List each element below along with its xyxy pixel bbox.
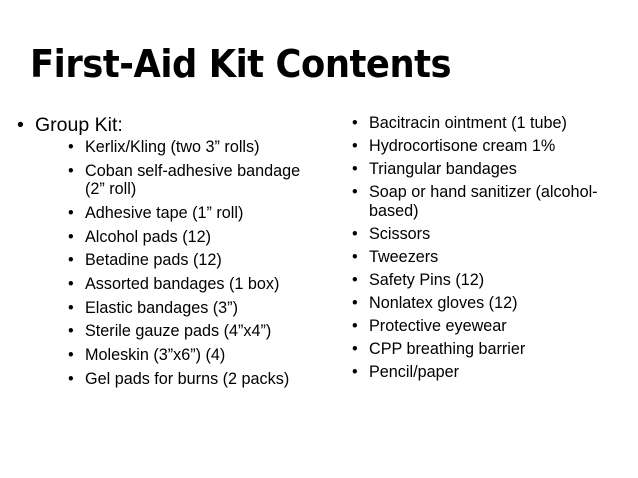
bullet-icon: • <box>68 322 74 341</box>
group-kit-heading-item <box>17 112 317 388</box>
bullet-icon: • <box>352 137 358 156</box>
bullet-icon: • <box>17 114 24 136</box>
group-kit-items <box>68 138 317 388</box>
supply-item-label: Nonlatex gloves (12) <box>369 294 518 313</box>
group-kit-item <box>68 370 317 389</box>
group-kit-item-label: Gel pads for burns (2 packs) <box>85 369 290 388</box>
supply-item-label: Bacitracin ointment (1 tube) <box>369 114 567 132</box>
group-kit-item-label: Alcohol pads (12) <box>85 227 211 246</box>
bullet-icon: • <box>352 271 358 290</box>
group-kit-item <box>68 138 317 157</box>
group-kit-item-label: Kerlix/Kling (two 3” rolls) <box>85 138 260 156</box>
group-kit-item <box>68 299 317 318</box>
bullet-icon: • <box>352 294 358 313</box>
supply-item-label: Soap or hand sanitizer (alcohol-based) <box>369 183 598 220</box>
group-kit-item <box>68 322 317 341</box>
bullet-icon: • <box>68 369 74 388</box>
left-column <box>17 112 317 393</box>
bullet-icon: • <box>68 274 74 293</box>
bullet-icon: • <box>352 247 358 266</box>
bullet-icon: • <box>68 227 74 246</box>
group-kit-item-label: Moleskin (3”x6”) (4) <box>85 346 226 364</box>
bullet-icon: • <box>352 183 358 202</box>
group-kit-item-label: Coban self-adhesive bandage (2” roll) <box>85 161 301 199</box>
supply-item <box>352 160 632 179</box>
supply-item <box>352 114 632 133</box>
bullet-icon: • <box>68 161 74 180</box>
bullet-icon: • <box>352 224 358 243</box>
supply-item <box>352 317 632 336</box>
group-kit-item-label: Adhesive tape (1” roll) <box>85 203 244 222</box>
right-column <box>352 112 632 387</box>
group-kit-item-label: Elastic bandages (3”) <box>85 298 238 317</box>
bullet-icon: • <box>68 346 74 364</box>
group-kit-item-label: Sterile gauze pads (4”x4”) <box>85 322 272 341</box>
slide-title: First-Aid Kit Contents <box>30 42 452 86</box>
bullet-icon: • <box>352 363 358 382</box>
group-kit-item <box>68 346 317 365</box>
group-kit-list <box>17 112 317 388</box>
group-kit-item <box>68 251 317 270</box>
bullet-icon: • <box>68 298 74 317</box>
bullet-icon: • <box>68 251 74 270</box>
bullet-icon: • <box>352 160 358 179</box>
group-kit-item <box>68 204 317 223</box>
bullet-icon: • <box>68 203 74 222</box>
supply-item-label: CPP breathing barrier <box>369 340 526 359</box>
group-kit-item-label: Betadine pads (12) <box>85 251 222 270</box>
group-kit-item <box>68 228 317 247</box>
supplies-list <box>352 114 632 382</box>
bullet-icon: • <box>352 317 358 336</box>
supply-item-label: Protective eyewear <box>369 317 507 336</box>
supply-item <box>352 363 632 382</box>
supply-item <box>352 137 632 156</box>
supply-item <box>352 340 632 359</box>
supply-item <box>352 294 632 313</box>
supply-item-label: Hydrocortisone cream 1% <box>369 137 556 156</box>
group-kit-item <box>68 162 317 199</box>
bullet-icon: • <box>68 138 74 156</box>
group-kit-heading: Group Kit: <box>35 114 123 136</box>
supply-item-label: Scissors <box>369 224 431 243</box>
supply-item <box>352 271 632 290</box>
supply-item <box>352 225 632 244</box>
bullet-icon: • <box>352 340 358 359</box>
supply-item <box>352 248 632 267</box>
supply-item <box>352 183 632 220</box>
group-kit-item <box>68 275 317 294</box>
supply-item-label: Tweezers <box>369 247 439 266</box>
supply-item-label: Triangular bandages <box>369 160 517 179</box>
group-kit-item-label: Assorted bandages (1 box) <box>85 274 280 293</box>
supply-item-label: Pencil/paper <box>369 363 459 382</box>
supply-item-label: Safety Pins (12) <box>369 271 485 290</box>
bullet-icon: • <box>352 114 358 132</box>
